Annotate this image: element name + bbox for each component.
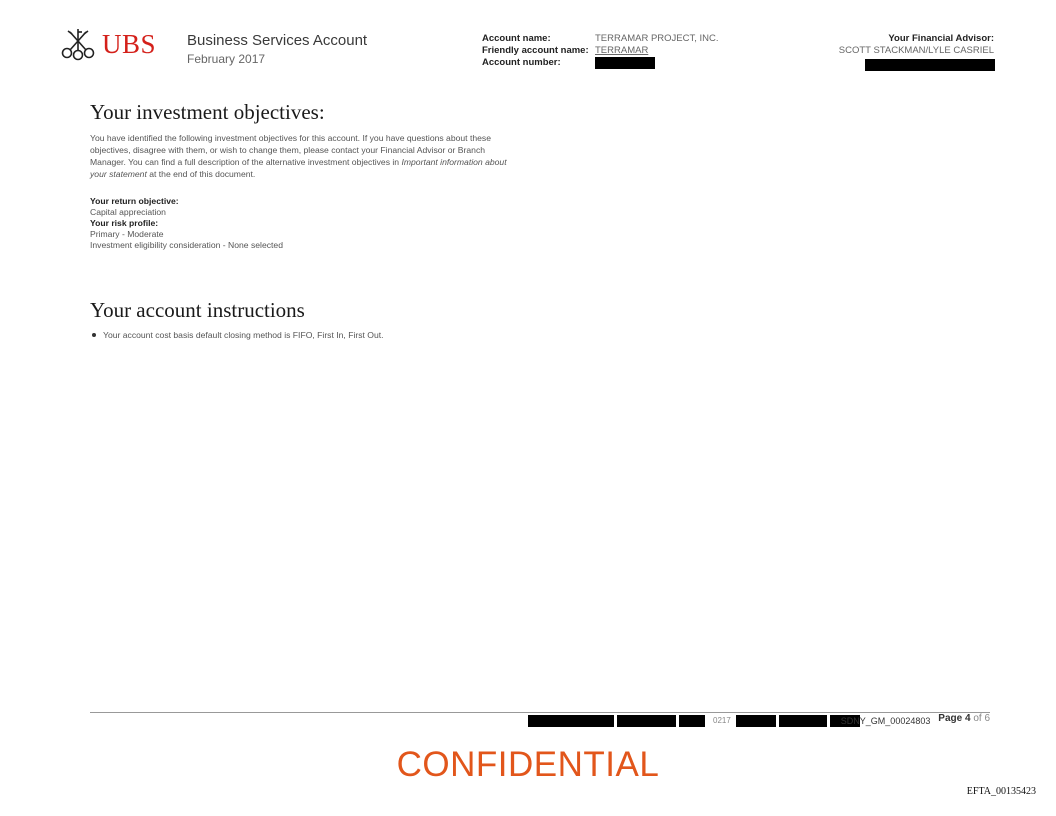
- friendly-name-label: Friendly account name:: [482, 45, 589, 56]
- footer-redaction: [617, 715, 676, 727]
- return-objective-value: Capital appreciation: [90, 207, 166, 217]
- instruction-text: Your account cost basis default closing method is FIFO, First In, First Out.: [103, 330, 384, 340]
- efta-bates-number: EFTA_00135423: [966, 786, 1036, 797]
- account-number-label: Account number:: [482, 57, 561, 68]
- of-word: of: [973, 713, 982, 724]
- account-type: Business Services Account: [187, 32, 368, 49]
- footer-rule: [90, 712, 990, 713]
- page-total: 6: [984, 713, 990, 724]
- bullet-icon: [92, 333, 96, 337]
- account-name-label: Account name:: [482, 33, 551, 44]
- account-info-values: [595, 33, 719, 57]
- intro-text-1: You have identified the following investment objectives for this account. If you have questions about these objectives, disagree with them, or wish to change them, please contact your Financial Advisor or Branch Manager. You can find a full description of the alternative investment objectives in: [90, 133, 491, 167]
- instructions-title: Your account instructions: [90, 298, 305, 322]
- risk-profile-label: Your risk profile:: [90, 218, 159, 228]
- account-info-labels: [482, 33, 589, 69]
- document-id: SDNY_GM_00024803: [840, 715, 931, 726]
- advisor-name: SCOTT STACKMAN/LYLE CASRIEL: [838, 45, 994, 56]
- page-number: 4: [964, 713, 971, 724]
- footer-redaction: [528, 715, 614, 727]
- risk-profile-value: Primary - Moderate: [90, 229, 164, 239]
- objectives-title: Your investment objectives:: [90, 100, 325, 124]
- logo-text: UBS: [102, 28, 157, 59]
- eligibility-consideration: Investment eligibility consideration - None selected: [90, 240, 283, 250]
- objectives-details: [90, 196, 283, 251]
- friendly-name-value: TERRAMAR: [595, 45, 649, 56]
- return-objective-label: Your return objective:: [90, 196, 179, 206]
- footer-code: 0217: [713, 716, 731, 725]
- account-number-redaction: [595, 57, 655, 69]
- intro-italic: Important information about your statement: [90, 157, 507, 179]
- statement-period: February 2017: [187, 52, 266, 66]
- page-indicator: [936, 713, 990, 724]
- footer-redaction: [679, 715, 705, 727]
- footer-code-line: [528, 714, 930, 727]
- financial-advisor: [839, 33, 994, 57]
- confidential-stamp: CONFIDENTIAL: [396, 745, 660, 784]
- account-name-value: TERRAMAR PROJECT, INC.: [595, 33, 719, 44]
- ubs-logo: [60, 26, 156, 62]
- advisor-redaction: [865, 59, 995, 71]
- objectives-intro: [90, 132, 510, 180]
- footer-redaction: [779, 715, 827, 727]
- advisor-label: Your Financial Advisor:: [888, 33, 994, 44]
- footer-redaction: [736, 715, 776, 727]
- intro-text-2: at the end of this document.: [146, 169, 256, 179]
- instruction-item: [90, 330, 384, 340]
- page-word: Page: [938, 713, 963, 724]
- keys-icon: [60, 26, 96, 62]
